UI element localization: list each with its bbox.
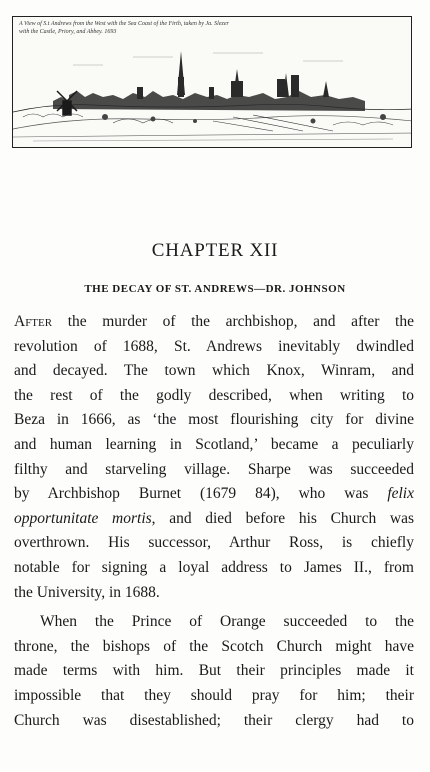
text-line: throne, the bishops of the Scotch Church might have	[14, 637, 414, 655]
text-line: and decayed. The town which Knox, Winram, and	[14, 362, 414, 380]
caption-line-1: A View of S.t Andrews from the West with the Sea Coast of the Firth, taken by Ja. Slezer	[19, 21, 229, 27]
frontispiece-engraving	[12, 16, 412, 148]
chapter-subtitle: THE DECAY OF ST. ANDREWS—DR. JOHNSON	[84, 283, 346, 295]
text-line: When the Prince of Orange succeeded to the	[40, 613, 414, 631]
chapter-body	[14, 310, 414, 733]
text-line: the University, in 1688.	[14, 583, 160, 601]
text-line: by Archbishop Burnet (1679 84), who was felix	[14, 485, 414, 503]
paragraph-2	[14, 610, 414, 733]
chapter-title: CHAPTER XII	[151, 240, 279, 261]
town-skyline-drawing	[13, 17, 412, 148]
text-line: the rest of the godly described, when writing to	[14, 386, 414, 404]
text-line: and human learning in Scotland,’ became a peculiarly	[14, 435, 414, 453]
text-line: filthy and starveling village. Sharpe was succeeded	[14, 460, 414, 478]
text-line: made terms with him. But their principles made it	[14, 662, 414, 680]
text-line: revolution of 1688, St. Andrews inevitably dwindled	[14, 337, 414, 355]
text-line: impossible that they should pray for him; their	[14, 686, 414, 704]
text-line: Church was disestablished; their clergy had to	[14, 711, 414, 729]
text-line: notable for signing a loyal address to James II., from	[14, 558, 414, 576]
caption-line-2: with the Castle, Priory, and Abbey. 1693	[19, 29, 117, 35]
italic-phrase: felix	[387, 485, 414, 503]
drop-word: After	[14, 313, 53, 330]
italic-phrase: opportunitate mortis	[14, 509, 152, 527]
paragraph-1	[14, 310, 414, 605]
text-line: opportunitate mortis, and died before his Church was	[14, 509, 414, 527]
text-line: Beza in 1666, as ‘the most flourishing city for divine	[14, 411, 414, 429]
text-line: overthrown. His successor, Arthur Ross, is chiefly	[14, 534, 414, 552]
text-line: After the murder of the archbishop, and after the	[14, 313, 414, 330]
